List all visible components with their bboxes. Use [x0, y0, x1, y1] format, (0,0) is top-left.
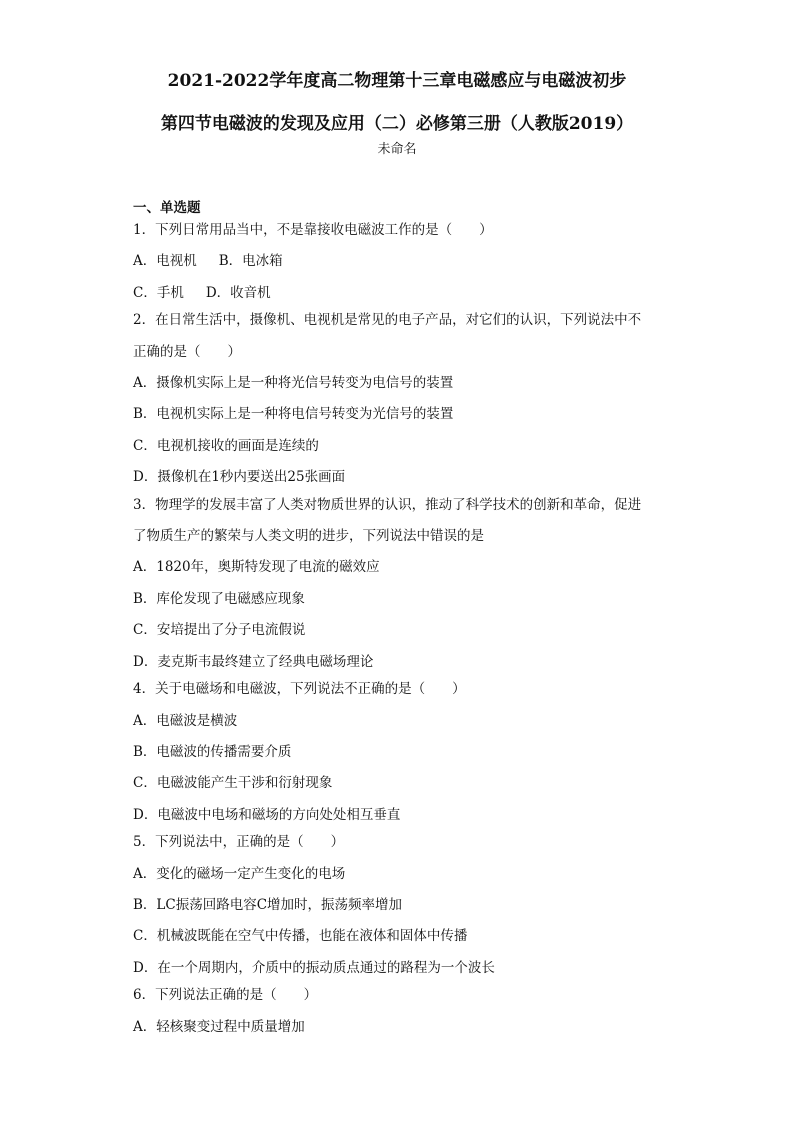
option-row: [133, 584, 661, 615]
option-row: [133, 246, 661, 277]
option: A．摄像机实际上是一种将光信号转变为电信号的装置: [133, 375, 454, 392]
option: A．电磁波是横波: [133, 712, 238, 729]
option-row: [133, 768, 661, 799]
option-row: [133, 921, 661, 952]
question-stem-line: 正确的是（ ）: [133, 343, 241, 360]
question-5: [133, 827, 661, 984]
option: A．轻核聚变过程中质量增加: [133, 1018, 305, 1035]
option: C．机械波既能在空气中传播，也能在液体和固体中传播: [133, 928, 468, 945]
option: C．电磁波能产生干涉和衍射现象: [133, 775, 333, 792]
question-3: [133, 490, 661, 678]
option: D．摄像机在1秒内要送出25张画面: [133, 469, 346, 486]
option: C．手机: [133, 284, 184, 301]
option: A．变化的磁场一定产生变化的电场: [133, 865, 346, 882]
option-row: [133, 431, 661, 462]
question-stem-line: 1．下列日常用品当中，不是靠接收电磁波工作的是（ ）: [133, 222, 493, 238]
option: B．电磁波的传播需要介质: [133, 743, 292, 760]
page-subtitle: 未命名: [377, 142, 417, 157]
option: D．收音机: [205, 284, 271, 301]
option: A．1820年，奥斯特发现了电流的磁效应: [133, 559, 380, 576]
question-2: [133, 305, 661, 493]
page-title-line-1: 2021-2022学年度高二物理第十三章电磁感应与电磁波初步: [167, 71, 627, 91]
option: C．安培提出了分子电流假说: [133, 622, 306, 639]
question-stem-line: 2．在日常生活中，摄像机、电视机是常见的电子产品，对它们的认识，下列说法中不: [133, 312, 642, 329]
option-row: [133, 706, 661, 737]
question-stem-line: 3．物理学的发展丰富了人类对物质世界的认识，推动了科学技术的创新和革命，促进: [133, 496, 642, 513]
question-stem-line: 5．下列说法中，正确的是（ ）: [133, 834, 345, 851]
question-stem-line: 了物质生产的繁荣与人类文明的进步，下列说法中错误的是: [133, 528, 484, 545]
option-row: [133, 1012, 661, 1043]
option-row: [133, 737, 661, 768]
question-stem-line: 4．关于电磁场和电磁波，下列说法不正确的是（ ）: [133, 681, 466, 698]
option: B．库伦发现了电磁感应现象: [133, 590, 305, 607]
question-6: [133, 980, 661, 1043]
option: C．电视机接收的画面是连续的: [133, 437, 319, 454]
page-title-line-2: 第四节电磁波的发现及应用（二）必修第三册（人教版2019）: [160, 114, 634, 134]
option: D．麦克斯韦最终建立了经典电磁场理论: [133, 653, 374, 670]
question-1: [133, 215, 661, 309]
option: B．LC振荡回路电容C增加时，振荡频率增加: [133, 896, 403, 913]
option: D．在一个周期内，介质中的振动质点通过的路程为一个波长: [133, 959, 495, 976]
option-row: [133, 368, 661, 399]
question-stem-line: 6．下列说法正确的是（ ）: [133, 987, 318, 1004]
option-row: [133, 615, 661, 646]
option-row: [133, 399, 661, 430]
question-4: [133, 674, 661, 831]
option: B．电冰箱: [218, 253, 283, 270]
question-list: [133, 215, 661, 1043]
option-row: [133, 552, 661, 583]
option: B．电视机实际上是一种将电信号转变为光信号的装置: [133, 406, 454, 423]
option: A．电视机: [133, 253, 197, 270]
option-row: [133, 859, 661, 890]
option-row: [133, 890, 661, 921]
section-heading: 一、单选题: [133, 200, 201, 216]
option: D．电磁波中电场和磁场的方向处处相互垂直: [133, 806, 401, 823]
